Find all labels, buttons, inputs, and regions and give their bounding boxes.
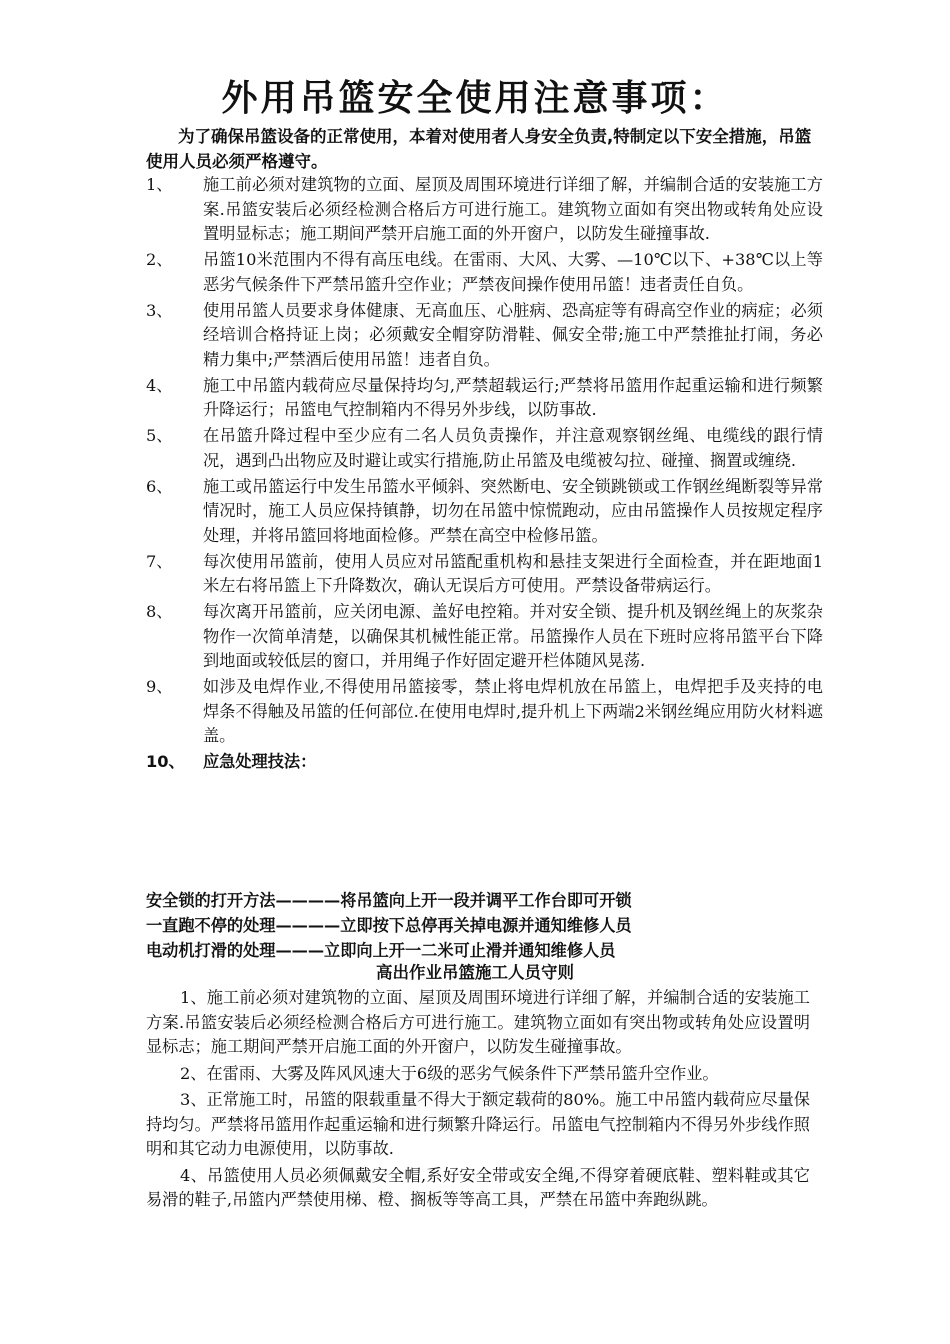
list-item-heading: [146, 750, 826, 775]
item-number: 2、: [146, 250, 173, 269]
list-item: [146, 600, 826, 674]
item-number: 3、: [146, 300, 173, 320]
item-text: 如涉及电焊作业,不得使用吊篮接零，禁止将电焊机放在吊篮上，电焊把手及夹持的电焊条不得触及吊篮的任何部位.在使用电焊时,提升机上下两端2米钢丝绳应用防火材料遮盖。: [203, 677, 823, 745]
list-item: [146, 675, 826, 749]
list-item: [146, 173, 826, 247]
rule-paragraph: 1、施工前必须对建筑物的立面、屋顶及周围环境进行详细了解，并编制合适的安装施工方案.吊篮安装后必须经检测合格后方可进行施工。建筑物立面如有突出物或转角处应设置明显标志；施工期间严禁开启施工面的外开窗户，以防发生碰撞事故。: [146, 988, 810, 1056]
rule-paragraph: 4、吊篮使用人员必须佩戴安全帽,系好安全带或安全绳,不得穿着硬底鞋、塑料鞋或其它易滑的鞋子,吊篮内严禁使用梯、橙、搁板等等高工具，严禁在吊篮中奔跑纵跳。: [146, 1165, 810, 1209]
item-number: 5、: [146, 426, 173, 445]
section-subtitle: 高出作业吊篮施工人员守则: [376, 963, 574, 982]
list-item: [146, 424, 826, 473]
item-number: 1、: [146, 175, 173, 194]
item-text: 施工中吊篮内载荷应尽量保持均匀,严禁超载运行;严禁将吊篮用作起重运输和进行频繁升降运行；吊篮电气控制箱内不得另外步线，以防事故.: [203, 375, 823, 419]
item-text: 每次使用吊篮前，使用人员应对吊篮配重机构和悬挂支架进行全面检查，并在距地面1米左右将吊篮上下升降数次，确认无误后方可使用。严禁设备带病运行。: [203, 551, 823, 595]
item-text: 施工前必须对建筑物的立面、屋顶及周围环境进行详细了解，并编制合适的安装施工方案.吊篮安装后必须经检测合格后方可进行施工。建筑物立面如有突出物或转角处应设置明显标志；施工期间严禁开启施工面的外开窗户，以防发生碰撞事故.: [203, 175, 823, 243]
emergency-methods: [146, 888, 826, 963]
item-text: 使用吊篮人员要求身体健康、无高血压、心脏病、恐高症等有碍高空作业的病症；必须经培训合格持证上岗；必须戴安全帽穿防滑鞋、佩安全带;施工中严禁推扯打闹，务必精力集中;严禁酒后使用吊篮！违者自负。: [203, 300, 823, 369]
list-item: [146, 299, 826, 373]
item-number: 9、: [146, 677, 173, 696]
numbered-list: [146, 173, 826, 776]
list-item: [146, 248, 826, 297]
item-text: 吊篮10米范围内不得有高压电线。在雷雨、大风、大雾、—10℃以下、+38℃以上等恶劣气候条件下严禁吊篮升空作业；严禁夜间操作使用吊篮！违者责任自负。: [203, 250, 823, 294]
emergency-line: 安全锁的打开方法————将吊篮向上开一段并调平工作台即可开锁: [146, 891, 632, 910]
rule-paragraph: 2、在雷雨、大雾及阵风风速大于6级的恶劣气候条件下严禁吊篮升空作业。: [180, 1063, 719, 1083]
list-item: [146, 374, 826, 423]
intro-paragraph: 为了确保吊篮设备的正常使用，本着对使用者人身安全负责,特制定以下安全措施，吊篮使用人员必须严格遵守。: [146, 127, 812, 171]
item-text: 施工或吊篮运行中发生吊篮水平倾斜、突然断电、安全锁跳锁或工作钢丝绳断裂等异常情况时，施工人员应保持镇静，切勿在吊篮中惊慌跑动，应由吊篮操作人员按规定程序处理，并将吊篮回将地面检修。严禁在高空中检修吊篮。: [203, 476, 823, 545]
item-text: 在吊篮升降过程中至少应有二名人员负责操作，并注意观察钢丝绳、电缆线的跟行情况，遇到凸出物应及时避让或实行措施,防止吊篮及电缆被勾拉、碰撞、搁置或缠绕.: [203, 426, 823, 470]
rules-section: [146, 986, 810, 1215]
item-text: 每次离开吊篮前，应关闭电源、盖好电控箱。并对安全锁、提升机及钢丝绳上的灰浆杂物作一次简单清楚，以确保其机械性能正常。吊篮操作人员在下班时应将吊篮平台下降到地面或较低层的窗口，并用绳子作好固定避开栏体随风晃荡.: [203, 602, 823, 670]
list-item: [146, 550, 826, 599]
page-title: 外用吊篮安全使用注意事项：: [221, 77, 729, 119]
item-number: 6、: [146, 476, 173, 496]
rule-paragraph: 3、正常施工时，吊篮的限载重量不得大于额定载荷的80%。施工中吊篮内载荷应尽量保持均匀。严禁将吊篮用作起重运输和进行频繁升降运行。吊篮电气控制箱内不得另外步线作照明和其它动力电源使用，以防事故.: [146, 1090, 810, 1158]
item-text: 应急处理技法：: [203, 752, 317, 771]
item-number: 4、: [146, 375, 173, 395]
emergency-line: 一直跑不停的处理————立即按下总停再关掉电源并通知维修人员: [146, 916, 632, 935]
item-number: 10、: [146, 752, 185, 771]
item-number: 7、: [146, 551, 173, 571]
list-item: [146, 475, 826, 549]
emergency-line: 电动机打滑的处理———立即向上开一二米可止滑并通知维修人员: [146, 941, 616, 960]
item-number: 8、: [146, 602, 173, 621]
